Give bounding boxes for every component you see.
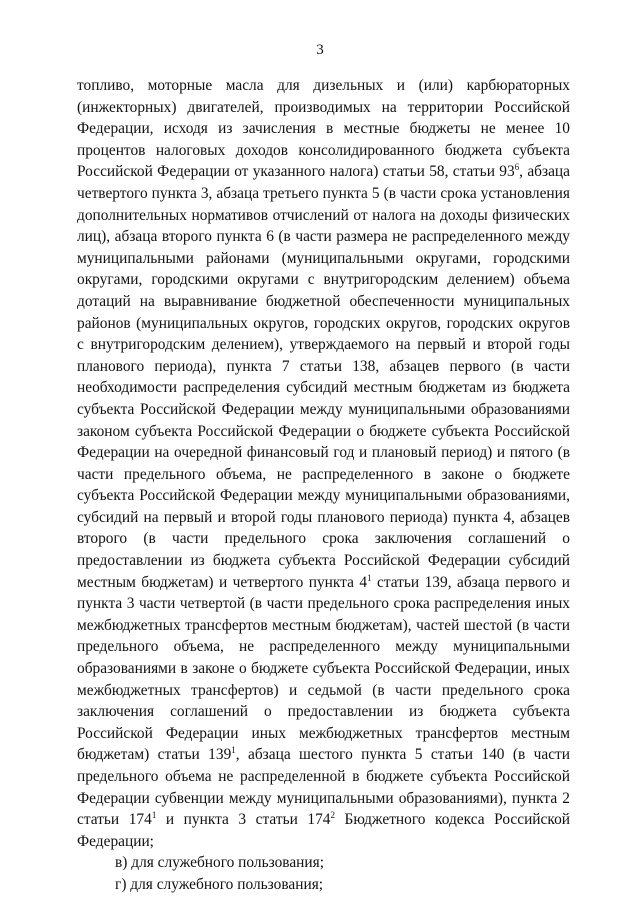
list-item-v: в) для служебного пользования; — [115, 854, 325, 872]
main-paragraph — [77, 75, 570, 852]
superscript: 2 — [330, 810, 335, 821]
paragraph-text-run: Бюджетного кодекса Российской Федерации; — [77, 811, 570, 850]
paragraph-text-run: топливо, моторные масла для дизельных и (или) карбюраторных (инжекторных) двигателей, производимых на территории Российской Федерации, исходя из зачисления в местные бюджеты не менее 10 процентов налоговых доходов консолидированного бюджета субъекта Российской Федерации от указанного налога) статьи 58, статьи 93 — [77, 77, 570, 181]
paragraph-text-run: статьи 139, абзаца первого и пункта 3 части четвертой (в части предельного срока распределения иных межбюджетных трансфертов местным бюджетам), частей шестой (в части предельного объема, не распределенного между муниципальными образованиями в законе о бюджете субъекта Российской Федерации, иных межбюджетных трансфертов) и седьмой (в части предельного срока заключения соглашений о предоставлении из бюджета субъекта Российской Федерации иных межбюджетных трансфертов местным бюджетам) статьи 139 — [77, 573, 570, 764]
paragraph-text-run: , абзаца четвертого пункта 3, абзаца третьего пункта 5 (в части срока установления дополнительных нормативов отчислений от налога на доходы физических лиц), абзаца второго пункта 6 (в части размера не распределенного между муниципальными районами (муниципальными округами, городскими округами, городскими округами с внутригородским делением) объема дотаций на выравнивание бюджетной обеспеченности муниципальных районов (муниципальных округов, городских округов, городских округов с внутригородским делением), утверждаемого на первый и второй годы планового периода), пункта 7 статьи 138, абзацев первого (в части необходимости распределения субсидий местным бюджетам из бюджета субъекта Российской Федерации между муниципальными образованиями законом субъекта Российской Федерации о бюджете субъекта Российской Федерации на очередной финансовый год и плановый период) и пятого (в части предельного объема, не распределенного в законе о бюджете субъекта Российской Федерации между муниципальными образованиями, субсидий на первый и второй годы планового периода) пункта 4, абзацев второго (в части предельного срока заключения соглашений о предоставлении из бюджета субъекта Российской Федерации субсидий местным бюджетам) и четвертого пункта 4 — [77, 163, 570, 591]
superscript: 1 — [367, 572, 372, 583]
paragraph-text-run: и пункта 3 статьи 174 — [156, 811, 331, 829]
page-number: 3 — [316, 42, 324, 58]
superscript: 1 — [151, 810, 157, 821]
paragraph-text-run: , абзаца шестого пункта 5 статьи 140 (в части предельного объема не распределенной в бюджете субъекта Российской Федерации субвенции между муниципальными образованиями), пункта 2 статьи 174 — [77, 746, 570, 829]
superscript: 1 — [231, 745, 236, 756]
document-body — [77, 75, 570, 896]
list-item-g: г) для служебного пользования; — [115, 875, 324, 893]
superscript: 6 — [514, 162, 520, 173]
